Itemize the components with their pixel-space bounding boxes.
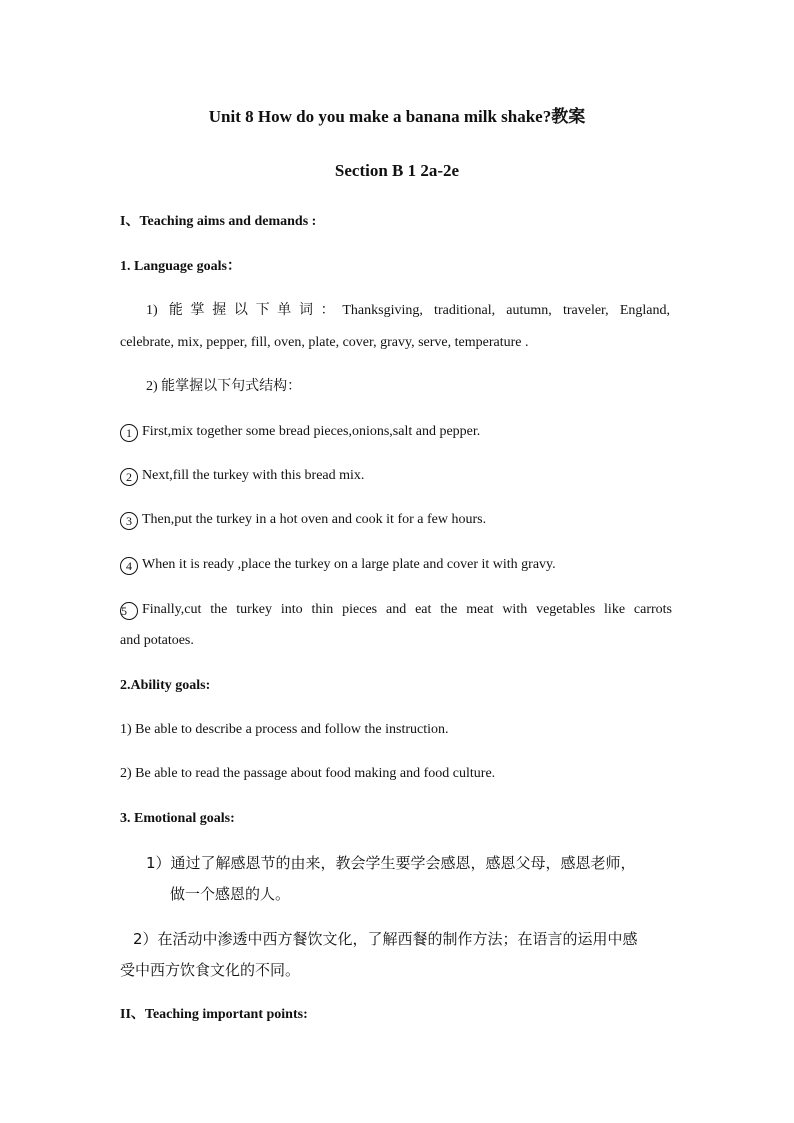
circled-number: 1 bbox=[120, 424, 138, 442]
sentence-text: Finally,cut the turkey into thin pieces and eat the meat with vegetables like carrots bbox=[142, 602, 672, 617]
emotional-item-1-line-2: 做一个感恩的人。 bbox=[170, 885, 291, 903]
sentence-item bbox=[120, 556, 556, 575]
emotional-item-2-line-2: 受中西方饮食文化的不同。 bbox=[120, 961, 301, 979]
circled-number: 2 bbox=[120, 468, 138, 486]
emotional-item-2-line-1: 2）在活动中渗透中西方餐饮文化，了解西餐的制作方法；在语言的运用中感 bbox=[133, 930, 638, 948]
vocabulary-line-2: celebrate, mix, pepper, fill, oven, plate, cover, gravy, serve, temperature . bbox=[120, 335, 529, 350]
sentence-continuation: and potatoes. bbox=[120, 633, 194, 648]
document-subtitle: Section B 1 2a-2e bbox=[334, 161, 460, 180]
sentence-text: Next,fill the turkey with this bread mix. bbox=[142, 468, 365, 483]
language-goals-heading: 1. Language goals： bbox=[120, 259, 241, 274]
circled-number: 4 bbox=[120, 557, 138, 575]
section-heading-teaching-aims: I、Teaching aims and demands : bbox=[120, 214, 317, 229]
vocabulary-line-1: 1) 能掌握以下单词：Thanksgiving, traditional, autumn, traveler, England, bbox=[146, 303, 670, 318]
section-heading-important-points: II、Teaching important points: bbox=[120, 1007, 308, 1022]
emotional-item-1-line-1: 1）通过了解感恩节的由来，教会学生要学会感恩，感恩父母，感恩老师， bbox=[146, 854, 636, 872]
sentence-text: When it is ready ,place the turkey on a large plate and cover it with gravy. bbox=[142, 557, 556, 572]
circled-number: 5 bbox=[120, 602, 138, 620]
structures-intro: 2) 能掌握以下句式结构： bbox=[146, 379, 302, 394]
sentence-item bbox=[120, 423, 480, 442]
document-title: Unit 8 How do you make a banana milk shake?教案 bbox=[208, 107, 586, 126]
sentence-text: Then,put the turkey in a hot oven and cook it for a few hours. bbox=[142, 512, 487, 527]
sentence-item bbox=[120, 467, 364, 486]
ability-goals-heading: 2.Ability goals: bbox=[120, 678, 211, 693]
ability-item: 2) Be able to read the passage about food making and food culture. bbox=[120, 766, 496, 781]
circled-number: 3 bbox=[120, 512, 138, 530]
sentence-item bbox=[120, 601, 672, 620]
sentence-text: First,mix together some bread pieces,onions,salt and pepper. bbox=[142, 424, 481, 439]
sentence-item bbox=[120, 511, 486, 530]
ability-item: 1) Be able to describe a process and follow the instruction. bbox=[120, 722, 449, 737]
emotional-goals-heading: 3. Emotional goals: bbox=[120, 811, 235, 826]
